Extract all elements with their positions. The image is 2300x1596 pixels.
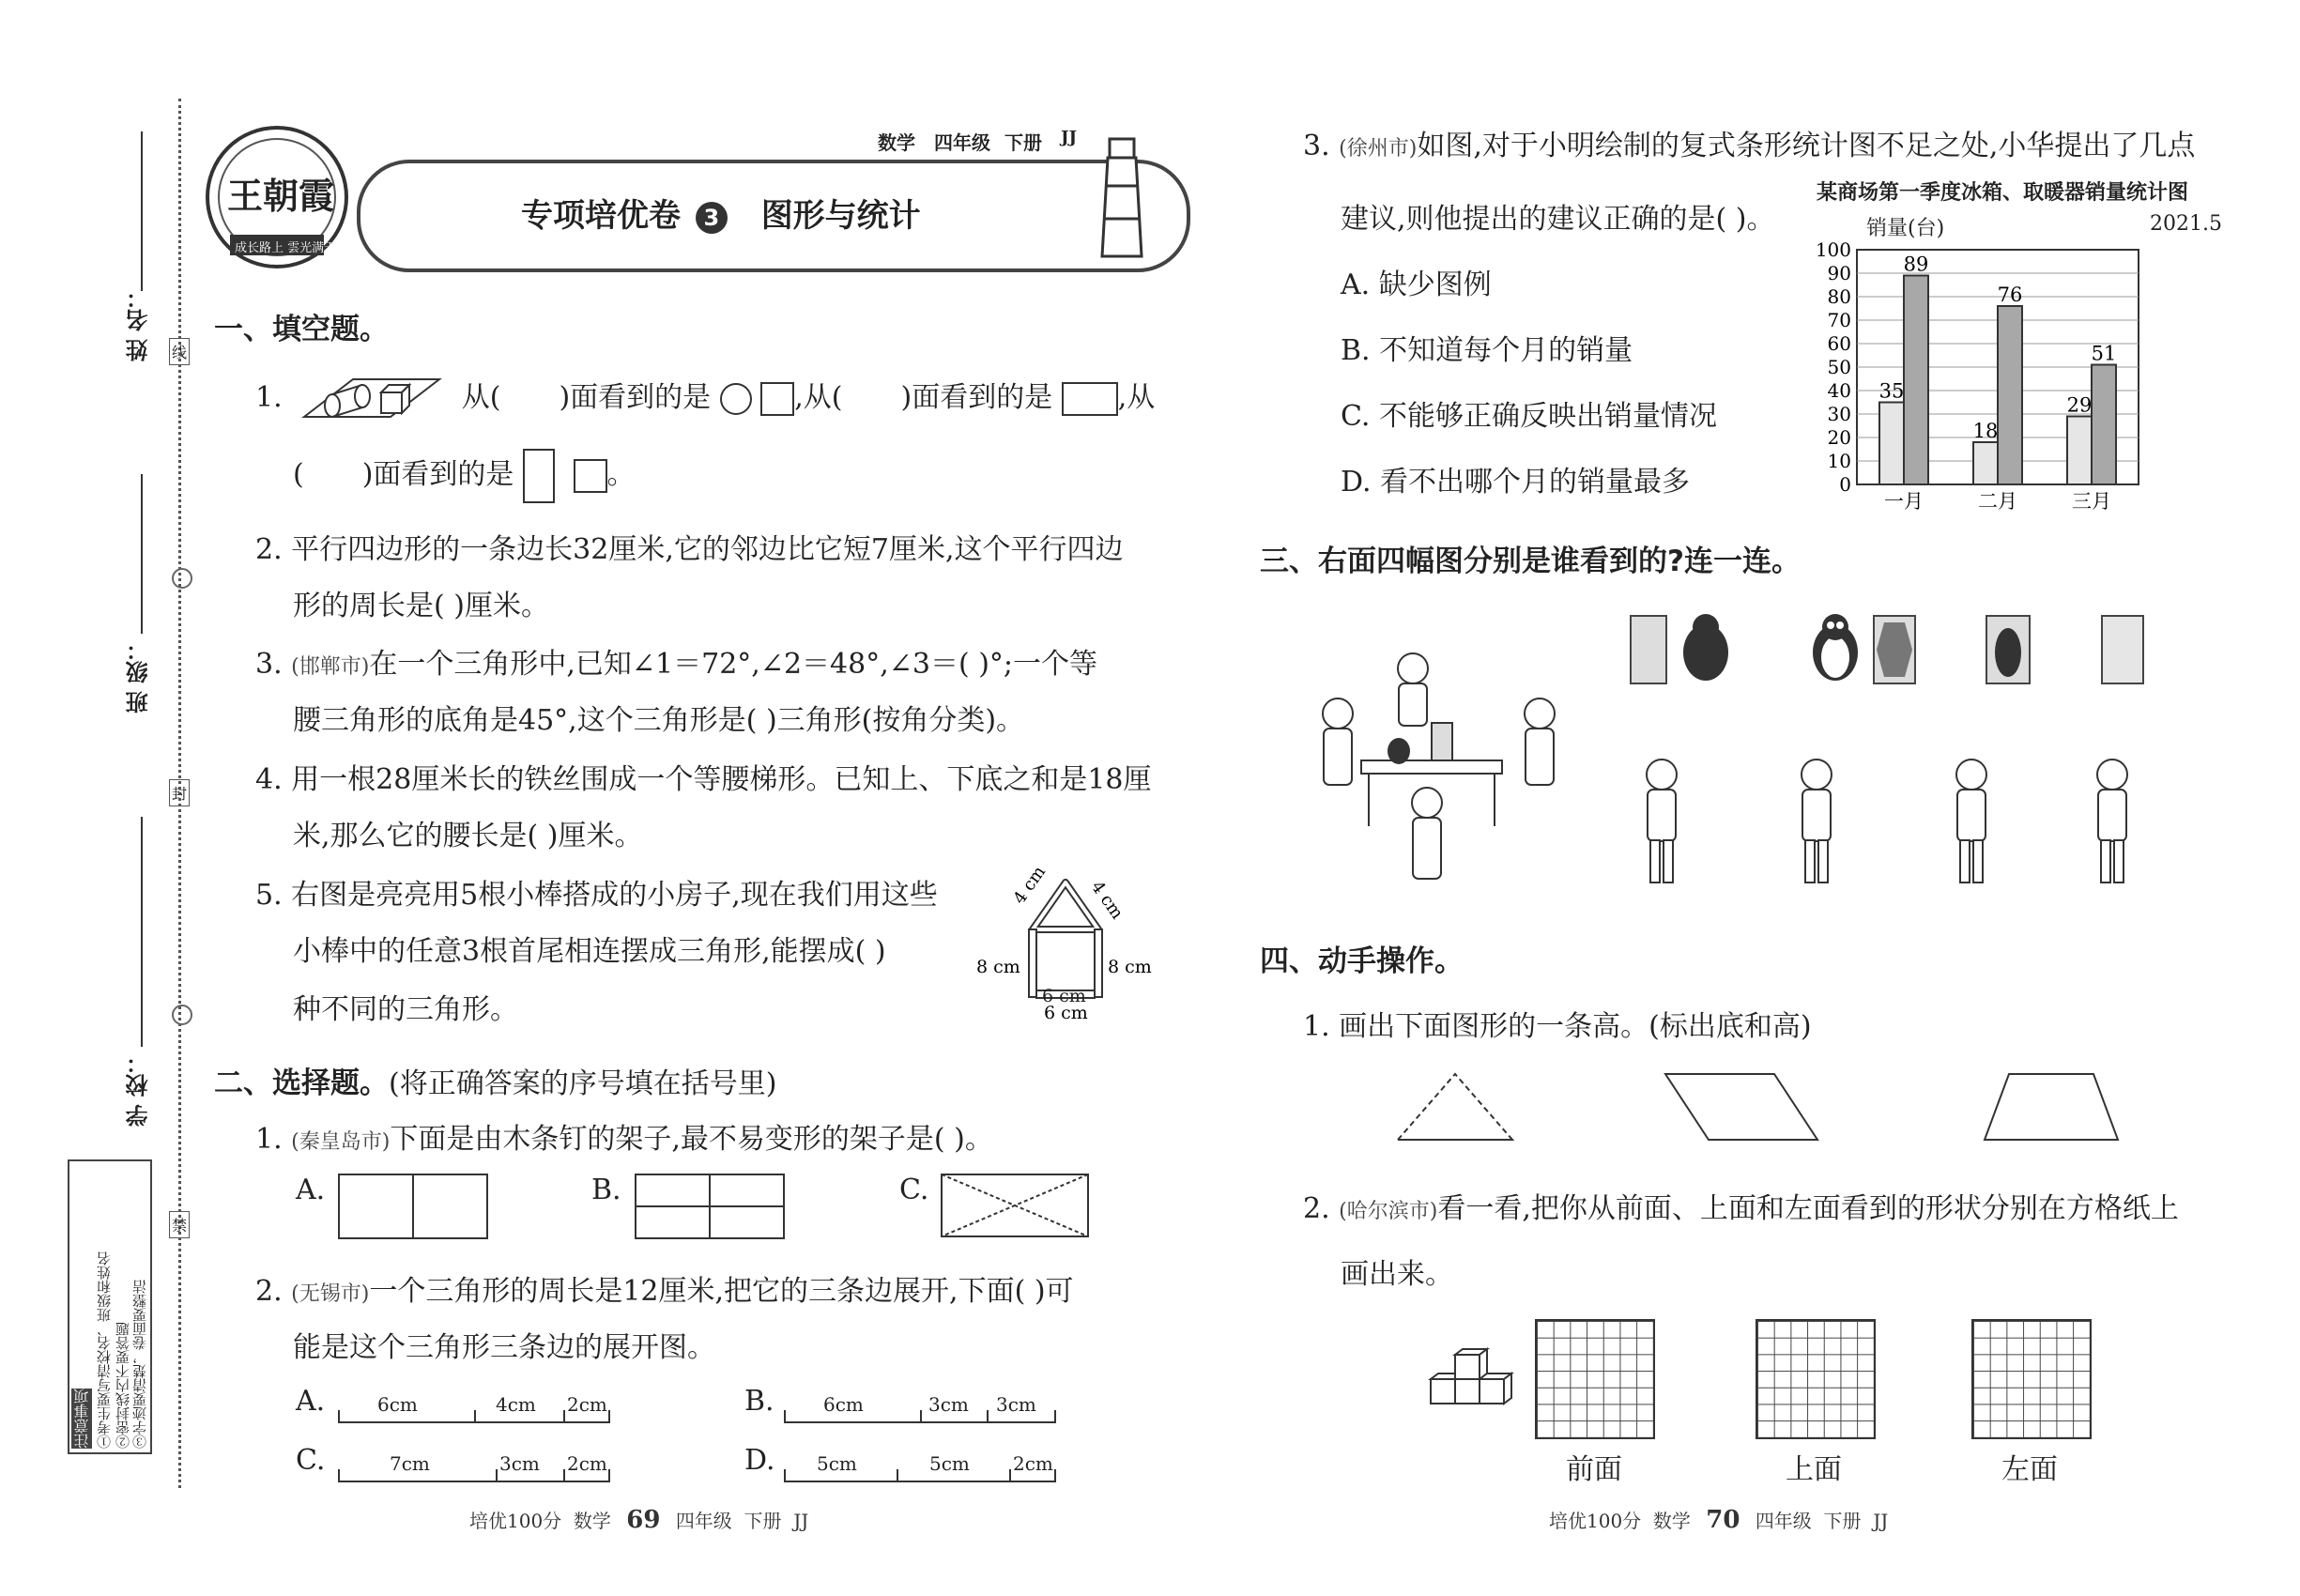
footer-right-edition: JJ: [1873, 1510, 1889, 1532]
notice-item-1: ①考生要写清校名、班级和姓名: [96, 1251, 113, 1449]
grid-label-top: 上面: [1786, 1453, 1842, 1486]
cut-mark-line: 线: [169, 338, 190, 365]
class-label: 班 级：: [126, 638, 152, 714]
cylinder-cube-figure: [297, 376, 447, 422]
child-figure-1: [1633, 756, 1690, 887]
r-q3-option-c[interactable]: C. 不能够正确反映出销量情况: [1341, 400, 1717, 433]
top-view-grid[interactable]: [1756, 1319, 1876, 1439]
footer-left: [469, 1506, 808, 1534]
seal-mark-2: [172, 1005, 192, 1025]
section1-heading: 一、填空题。: [214, 313, 389, 346]
seg-b-3: 3cm: [996, 1393, 1036, 1416]
frame-a-icon: [338, 1174, 488, 1239]
r-q3-option-b[interactable]: B. 不知道每个月的销量: [1341, 334, 1633, 367]
square-view-icon-2: [574, 459, 607, 493]
s1-q3-num: 3.: [255, 648, 283, 681]
s1-q1-num: 1.: [255, 381, 283, 414]
child-figure-4: [2084, 756, 2140, 887]
chart-bar: [1879, 403, 1904, 485]
s1-q1-text-f: (: [293, 458, 304, 491]
seg-d-1: 5cm: [817, 1452, 857, 1475]
child-figure-3: [1943, 756, 2000, 887]
y-tick-label: 70: [1827, 309, 1851, 331]
frame-b-icon: [635, 1174, 785, 1239]
footer-left-subject: 数学: [573, 1510, 611, 1532]
chart-bar: [1998, 306, 2022, 484]
triangle-figure: [1394, 1068, 1516, 1143]
s2-q2-option-b-label[interactable]: B.: [744, 1385, 774, 1418]
s1-q3-line1: [255, 640, 1097, 682]
r-q3-line1: [1303, 122, 2195, 163]
brand-name: 王朝霞: [227, 175, 335, 217]
s1-q2-line2: 形的周长是( )厘米。: [293, 590, 549, 622]
notice-title: 注意事项: [73, 1389, 91, 1449]
footer-right: [1549, 1506, 1888, 1534]
s4-q2-line2: 画出来。: [1341, 1258, 1453, 1291]
circle-view-icon: [720, 383, 752, 415]
seg-c-1: 7cm: [390, 1452, 430, 1475]
bar-data-label: 89: [1903, 253, 1929, 276]
s1-q1-text-g: )面看到的是: [361, 458, 514, 491]
s1-q3-text: 在一个三角形中,已知∠1＝72°,∠2＝48°,∠3＝( )°;一个等: [369, 648, 1098, 681]
r-q3-line2: 建议,则他提出的建议正确的是( )。: [1341, 203, 1775, 236]
title-main: 专项培优卷: [521, 197, 681, 235]
s2-q1-line: [255, 1115, 993, 1157]
house-label-left-wall: 8 cm: [976, 957, 1020, 977]
banner-term: 下册: [1004, 131, 1042, 154]
footer-left-edition: JJ: [793, 1510, 809, 1532]
bar-data-label: 76: [1997, 284, 2023, 306]
section2-heading-row: [214, 1059, 776, 1101]
school-blank: [141, 817, 143, 1047]
seg-b-1: 6cm: [823, 1393, 864, 1416]
children-around-table-figure: [1305, 648, 1587, 892]
chart-bar: [2092, 365, 2116, 485]
chart-bar: [1973, 442, 1998, 484]
house-label-left-roof: 4 cm: [1009, 862, 1050, 909]
s1-q1-line1: [255, 374, 1155, 422]
s4-q1-text: 1. 画出下面图形的一条高。(标出底和高): [1303, 1010, 1812, 1043]
name-label: 姓 名：: [126, 286, 152, 362]
r-q3-text: 如图,对于小明绘制的复式条形统计图不足之处,小华提出了几点: [1417, 130, 2196, 162]
r-q3-option-d[interactable]: D. 看不出哪个月的销量最多: [1341, 466, 1691, 499]
s1-q1-end: 。: [606, 458, 636, 491]
s1-q1-text-d: )面看到的是: [900, 381, 1053, 414]
view-4-rect: [2101, 615, 2144, 684]
bar-data-label: 51: [2091, 342, 2117, 365]
page-number-left: 69: [626, 1506, 661, 1534]
house-label-right-roof: 4 cm: [1086, 877, 1127, 924]
seg-b-2: 3cm: [928, 1393, 969, 1416]
s1-q4-line2: 米,那么它的腰长是( )厘米。: [293, 820, 643, 852]
grid-label-left: 左面: [2001, 1453, 2058, 1486]
footer-right-subject: 数学: [1652, 1510, 1691, 1532]
bar-chart: [1812, 235, 2150, 516]
s2-q2-line2: 能是这个三角形三条边的展开图。: [293, 1331, 715, 1364]
s2-q1-tag: (秦皇岛市): [291, 1130, 391, 1154]
footer-right-grade: 四年级: [1755, 1510, 1812, 1532]
tall-rect-view-icon: [523, 449, 555, 503]
class-blank: [141, 474, 143, 634]
title-topic: 图形与统计: [760, 197, 921, 235]
lighthouse-icon: [1080, 130, 1164, 261]
front-view-grid[interactable]: [1535, 1319, 1655, 1439]
s2-q2-option-c-label[interactable]: C.: [296, 1444, 326, 1477]
s2-q2-tag: (无锡市): [291, 1282, 370, 1306]
brand-slogan: 成长路上 雲光满天: [235, 241, 337, 255]
vase-hexagon-view-icon: [1873, 615, 1916, 684]
footer-left-term: 下册: [744, 1510, 782, 1532]
s1-q1-text-e: ,从: [1117, 381, 1156, 414]
s1-q1-text-c: ,从(: [794, 381, 843, 414]
penguin-front-view-icon: [1802, 610, 1868, 685]
x-tick-label: 二月: [1978, 490, 2017, 513]
r-q3-num: 3.: [1303, 130, 1330, 162]
s1-q4-line1: 4. 用一根28厘米长的铁丝围成一个等腰梯形。已知上、下底之和是18厘: [255, 763, 1152, 796]
footer-right-term: 下册: [1823, 1510, 1862, 1532]
footer-right-book: 培优100分: [1549, 1510, 1642, 1532]
banner-grade: 四年级: [934, 131, 990, 154]
banner-edition: JJ: [1061, 128, 1078, 147]
seg-a-2: 4cm: [496, 1393, 536, 1416]
parallelogram-figure: [1662, 1068, 1821, 1143]
y-tick-label: 20: [1827, 426, 1851, 449]
square-view-icon: [760, 382, 794, 416]
s2-q1-text: 下面是由木条钉的架子,最不易变形的架子是( )。: [390, 1123, 993, 1156]
seg-d-2: 5cm: [929, 1452, 970, 1475]
x-tick-label: 三月: [2072, 490, 2111, 513]
seg-line-a: [338, 1389, 610, 1423]
chart-bar: [1904, 276, 1928, 485]
penguin-back-view-icon: [1673, 610, 1739, 685]
seg-line-d: [784, 1449, 1056, 1482]
name-blank: [141, 131, 143, 291]
bar-data-label: 29: [2066, 393, 2093, 417]
s1-q1-text-a: 从(: [461, 381, 501, 414]
section4-heading: 四、动手操作。: [1260, 944, 1464, 978]
rect-view-icon: [1062, 382, 1118, 416]
stacked-cubes-figure: [1427, 1347, 1511, 1408]
s1-q3-line2: 腰三角形的底角是45°,这个三角形是( )三角形(按角分类)。: [293, 704, 1025, 737]
notice-item-3: ③字迹要清楚，卷面要整洁: [131, 1280, 148, 1449]
chart-title: 某商场第一季度冰箱、取暖器销量统计图: [1817, 181, 2189, 205]
cut-mark-no: 禁: [169, 1211, 190, 1238]
s4-q2-num: 2.: [1303, 1192, 1330, 1225]
chart-date: 2021.5: [2150, 212, 2222, 236]
s4-q2-text: 看一看,把你从前面、上面和左面看到的形状分别在方格纸上: [1437, 1192, 2179, 1225]
s2-q1-option-a-label[interactable]: A.: [296, 1174, 326, 1206]
notice-item-2: ②密封线内不要答题: [115, 1322, 131, 1449]
section2-note: (将正确答案的序号填在括号里): [389, 1067, 777, 1100]
title-number: 3: [696, 202, 728, 234]
left-view-grid[interactable]: [1971, 1319, 2092, 1439]
bar-data-label: 18: [1972, 420, 1999, 442]
s1-q2-line1: 2. 平行四边形的一条边长32厘米,它的邻边比它短7厘米,这个平行四边: [255, 533, 1124, 566]
s4-q2-line1: [1303, 1185, 2179, 1226]
y-tick-label: 50: [1827, 356, 1851, 378]
x-tick-label: 一月: [1884, 490, 1924, 513]
r-q3-tag: (徐州市): [1339, 137, 1418, 161]
y-tick-label: 100: [1815, 238, 1851, 261]
view-1-rect: [1630, 615, 1667, 684]
s1-q1-line2: [293, 449, 636, 503]
seg-c-3: 2cm: [567, 1452, 607, 1475]
footer-left-book: 培优100分: [469, 1510, 562, 1532]
house-label-right-wall: 8 cm: [1108, 957, 1152, 977]
chart-bar: [2067, 417, 2092, 485]
grid-label-front: 前面: [1566, 1453, 1622, 1486]
s1-q5-line3: 种不同的三角形。: [293, 993, 518, 1026]
school-label: 学 校：: [126, 1051, 152, 1128]
y-tick-label: 90: [1827, 262, 1851, 284]
s1-q1-text-b: )面看到的是: [559, 381, 712, 414]
y-tick-label: 0: [1839, 473, 1851, 496]
page-title: [521, 190, 921, 236]
house-floor-label: 6 cm: [1042, 986, 1086, 1006]
y-tick-label: 40: [1827, 379, 1851, 402]
child-figure-2: [1779, 756, 1854, 887]
house-label-floor: 6 cm: [1044, 1003, 1088, 1023]
s1-q3-tag: (邯郸市): [291, 655, 370, 679]
seg-a-3: 2cm: [567, 1393, 607, 1416]
s2-q2-line1: [255, 1267, 1074, 1309]
seg-line-c: [338, 1449, 610, 1482]
s2-q1-option-c-label[interactable]: C.: [899, 1174, 929, 1206]
s4-q2-tag: (哈尔滨市): [1339, 1200, 1438, 1223]
s2-q1-option-b-label[interactable]: B.: [591, 1174, 621, 1206]
seg-d-3: 2cm: [1013, 1452, 1053, 1475]
s2-q2-num: 2.: [255, 1275, 283, 1308]
y-tick-label: 80: [1827, 285, 1851, 308]
frame-c-icon: [941, 1174, 1091, 1239]
trapezoid-figure: [1981, 1068, 2122, 1143]
y-tick-label: 60: [1827, 332, 1851, 355]
chart-ylabel: 销量(台): [1866, 217, 1945, 240]
notice-box: [68, 1159, 152, 1454]
cut-mark-seal: 封: [169, 779, 190, 806]
section3-heading: 三、右面四幅图分别是谁看到的?连一连。: [1260, 545, 1801, 578]
s2-q2-option-d-label[interactable]: D.: [744, 1444, 775, 1477]
r-q3-option-a[interactable]: A. 缺少图例: [1341, 269, 1492, 301]
footer-left-grade: 四年级: [675, 1510, 732, 1532]
seg-c-2: 3cm: [499, 1452, 540, 1475]
seal-mark-1: [172, 568, 192, 589]
y-tick-label: 10: [1827, 450, 1851, 472]
s2-q2-text: 一个三角形的周长是12厘米,把它的三条边展开,下面( )可: [369, 1275, 1074, 1308]
seg-line-b: [784, 1389, 1056, 1423]
section2-heading: 二、选择题。: [214, 1067, 389, 1100]
penguin-behind-vase-icon: [1986, 615, 2032, 684]
page-number-right: 70: [1706, 1506, 1740, 1534]
banner-subject: 数学: [878, 131, 915, 154]
bar-data-label: 35: [1878, 379, 1905, 403]
seg-a-1: 6cm: [377, 1393, 418, 1416]
s1-q5-line1: 5. 右图是亮亮用5根小棒搭成的小房子,现在我们用这些: [255, 879, 938, 912]
s2-q2-option-a-label[interactable]: A.: [296, 1385, 326, 1418]
s2-q1-num: 1.: [255, 1123, 283, 1156]
y-tick-label: 30: [1827, 403, 1851, 425]
s1-q5-line2: 小棒中的任意3根首尾相连摆成三角形,能摆成( ): [293, 935, 886, 968]
